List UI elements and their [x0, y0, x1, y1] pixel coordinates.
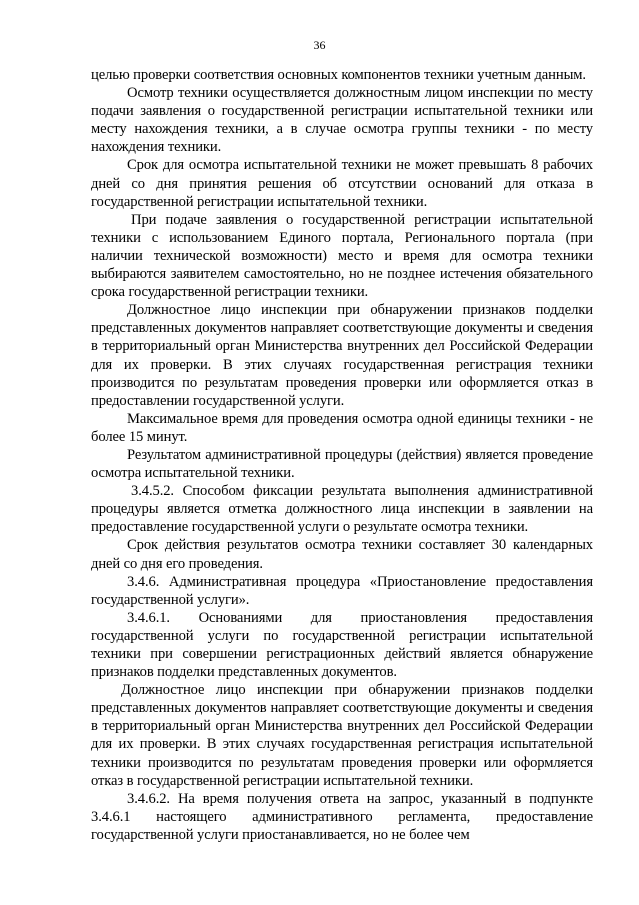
paragraph-3: Срок для осмотра испытательной техники не может превышать 8 рабочих дней со дня принятия решения об отсутствии оснований для отказа в государственной регистрации испытательной техники. — [91, 157, 593, 210]
paragraph-5: Должностное лицо инспекции при обнаружении признаков подделки представленных документов направляет соответствующие документы и сведения в территориальный орган Министерства внутренних дел Российской Федерации для их проверки. В этих случаях государственная регистрация техники производится по результатам проведения проверки или оформляется отказ в предоставлении государственной услуги. — [91, 302, 593, 409]
document-body — [91, 66, 593, 844]
paragraph-1: целью проверки соответствия основных компонентов техники учетным данным. — [91, 67, 586, 83]
paragraph-10: 3.4.6. Административная процедура «Приостановление предоставления государственной услуги». — [91, 573, 593, 608]
paragraph-2: Осмотр техники осуществляется должностным лицом инспекции по месту подачи заявления о государственной регистрации испытательной техники или месту нахождения техники, а в случае осмотра группы техники - по месту нахождения техники. — [91, 85, 593, 156]
paragraph-13: 3.4.6.2. На время получения ответа на запрос, указанный в подпункте 3.4.6.1 настоящего административного регламента, предоставление государственной услуги приостанавливается, но не более чем — [91, 790, 593, 843]
paragraph-11: 3.4.6.1. Основаниями для приостановления предоставления государственной услуги по государственной регистрации испытательной техники при совершении регистрационных действий является обнаружение признаков подделки представленных документов. — [91, 609, 593, 681]
page-number: 36 — [313, 38, 326, 52]
paragraph-8: 3.4.5.2. Способом фиксации результата выполнения административной процедуры является отметка должностного лица инспекции в заявлении на предоставление государственной услуги о результате осмотра техники. — [91, 483, 593, 536]
paragraph-9: Срок действия результатов осмотра техники составляет 30 календарных дней со дня его проведения. — [91, 537, 593, 572]
paragraph-6: Максимальное время для проведения осмотра одной единицы техники - не более 15 минут. — [91, 410, 593, 445]
paragraph-4: При подаче заявления о государственной регистрации испытательной техники с использованием Единого портала, Регионального портала (при наличии технической возможности) место и время для осмотра техники выбираются заявителем самостоятельно, но не позднее истечения обязательного срока государственной регистрации техники. — [91, 211, 593, 301]
paragraph-12: Должностное лицо инспекции при обнаружении признаков подделки представленных документов направляет соответствующие документы и сведения в территориальный орган Министерства внутренних дел Российской Федерации для их проверки. В этих случаях государственная регистрация испытательной техники производится по результатам проведения проверки или оформляется отказ в государственной регистрации испытательной техники. — [91, 682, 593, 789]
paragraph-7: Результатом административной процедуры (действия) является проведение осмотра испытательной техники. — [91, 446, 593, 482]
